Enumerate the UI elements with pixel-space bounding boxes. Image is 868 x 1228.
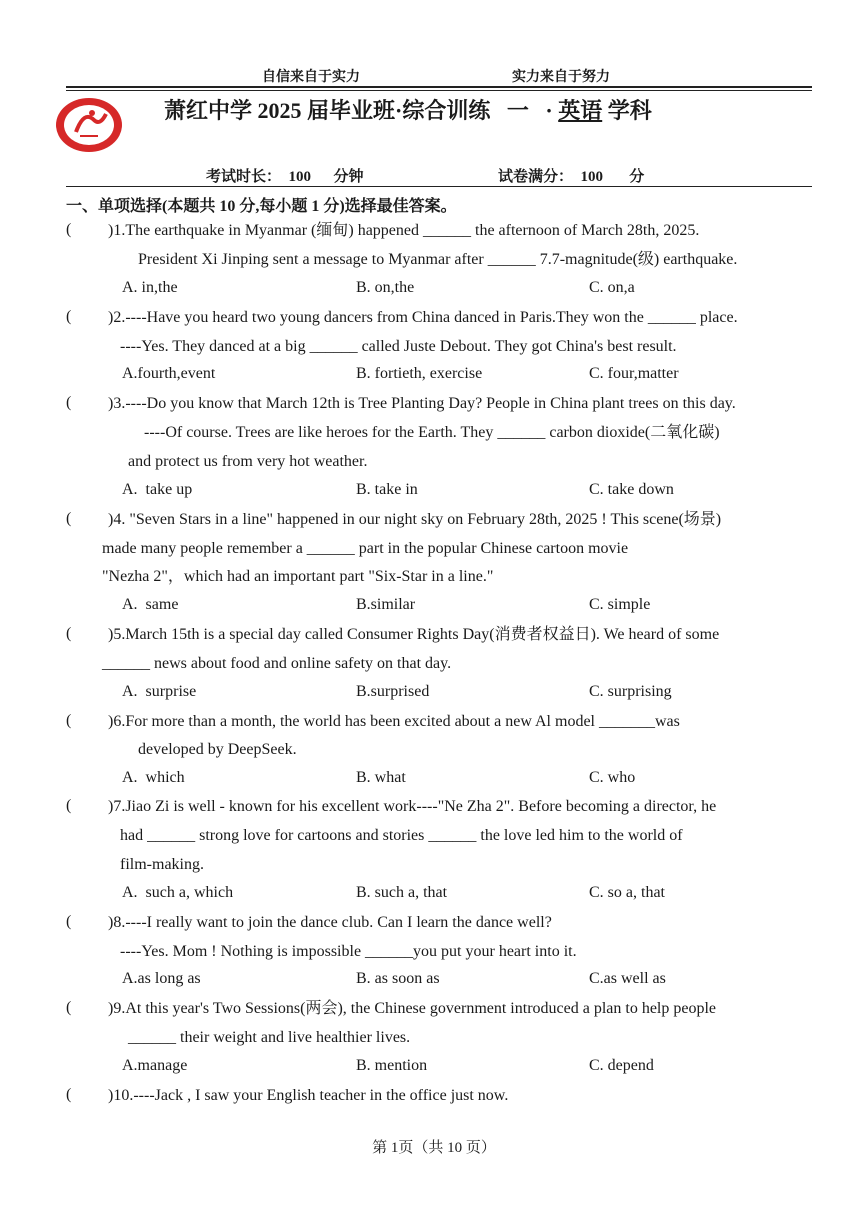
page-footer: 第 1页（共 10 页） — [372, 1140, 496, 1156]
option-a: A.manage — [122, 1057, 188, 1074]
option-b: B. what — [356, 769, 406, 786]
question-line: )4. "Seven Stars in a line" happened in our night sky on February 28th, 2025 ! This scene(场景) — [108, 511, 722, 528]
motto-right: 实力来自于努力 — [512, 70, 610, 85]
option-a: A.as long as — [122, 970, 201, 987]
section-title: 一、单项选择(本题共 10 分,每小题 1 分)选择最佳答案。 — [66, 198, 457, 215]
answer-paren: ( — [66, 797, 72, 814]
question-line: ______ their weight and live healthier lives. — [128, 1029, 411, 1046]
option-b: B. mention — [356, 1057, 428, 1074]
option-b: B.similar — [356, 596, 416, 613]
answer-paren: ( — [66, 308, 72, 325]
question-line: President Xi Jinping sent a message to Myanmar after ______ 7.7-magnitude(级) earthquake. — [138, 251, 738, 268]
option-c: C. who — [589, 769, 636, 786]
question-line: )1.The earthquake in Myanmar (缅甸) happened ______ the afternoon of March 28th, 2025. — [108, 222, 700, 239]
answer-paren: ( — [66, 510, 72, 527]
question-line: )2.----Have you heard two young dancers from China danced in Paris.They won the ______ place. — [108, 309, 738, 326]
question-line: )6.For more than a month, the world has been excited about a new Al model _______was — [108, 713, 680, 730]
question-line: )8.----I really want to join the dance club. Can I learn the dance well? — [108, 914, 552, 931]
question-line: developed by DeepSeek. — [138, 741, 297, 758]
question-line: )5.March 15th is a special day called Consumer Rights Day(消费者权益日). We heard of some — [108, 626, 720, 643]
option-c: C. simple — [589, 596, 651, 613]
question-line: ----Of course. Trees are like heroes for the Earth. They ______ carbon dioxide(二氧化碳) — [144, 424, 720, 441]
question-line: made many people remember a ______ part in the popular Chinese cartoon movie — [102, 540, 629, 557]
exam-duration: 考试时长： 100 分钟 — [206, 169, 364, 185]
option-a: A. surprise — [122, 683, 197, 700]
answer-paren: ( — [66, 999, 72, 1016]
question-line: had ______ strong love for cartoons and stories ______ the love led him to the world of — [120, 827, 683, 844]
answer-paren: ( — [66, 221, 72, 238]
exam-title — [164, 94, 652, 125]
question-line: ----Yes. Mom ! Nothing is impossible ______you put your heart into it. — [120, 943, 577, 960]
meta-rule — [66, 186, 812, 187]
motto-left: 自信来自于实力 — [262, 70, 360, 85]
option-a: A. in,the — [122, 279, 178, 296]
title-prefix: 萧红中学 2025 届毕业班·综合训练 一 · — [164, 98, 559, 123]
exam-full-score: 试卷满分： 100 分 — [498, 169, 645, 185]
question-line: )10.----Jack , I saw your English teacher in the office just now. — [108, 1087, 509, 1104]
option-b: B.surprised — [356, 683, 430, 700]
option-b: B. on,the — [356, 279, 415, 296]
subject-name: 英语 — [558, 98, 603, 123]
question-line: )7.Jiao Zi is well - known for his excellent work----"Ne Zha 2". Before becoming a director, he — [108, 798, 717, 815]
option-c: C.as well as — [589, 970, 666, 987]
question-line: and protect us from very hot weather. — [128, 453, 368, 470]
option-c: C. take down — [589, 481, 674, 498]
header-rule-top — [66, 86, 812, 88]
answer-paren: ( — [66, 625, 72, 642]
option-b: B. such a, that — [356, 884, 448, 901]
option-a: A. which — [122, 769, 185, 786]
option-a: A. such a, which — [122, 884, 234, 901]
option-b: B. take in — [356, 481, 418, 498]
option-a: A. same — [122, 596, 179, 613]
question-line: )3.----Do you know that March 12th is Tree Planting Day? People in China plant trees on this day. — [108, 395, 736, 412]
school-logo-icon — [54, 96, 124, 154]
answer-paren: ( — [66, 394, 72, 411]
question-line: )9.At this year's Two Sessions(两会), the Chinese government introduced a plan to help people — [108, 1000, 717, 1017]
option-c: C. on,a — [589, 279, 635, 296]
header-rule-top-thin — [66, 90, 812, 91]
title-suffix: 学科 — [602, 98, 652, 123]
question-line: ______ news about food and online safety on that day. — [102, 655, 452, 672]
answer-paren: ( — [66, 1086, 72, 1103]
option-c: C. surprising — [589, 683, 672, 700]
question-line: "Nezha 2"，which had an important part "Six-Star in a line." — [102, 568, 494, 585]
question-line: ----Yes. They danced at a big ______ called Juste Debout. They got China's best result. — [120, 338, 677, 355]
question-line: film-making. — [120, 856, 204, 873]
answer-paren: ( — [66, 913, 72, 930]
option-a: A. take up — [122, 481, 193, 498]
answer-paren: ( — [66, 712, 72, 729]
option-c: C. depend — [589, 1057, 654, 1074]
option-b: B. as soon as — [356, 970, 440, 987]
option-c: C. so a, that — [589, 884, 665, 901]
option-a: A.fourth,event — [122, 365, 216, 382]
option-c: C. four,matter — [589, 365, 679, 382]
option-b: B. fortieth, exercise — [356, 365, 483, 382]
